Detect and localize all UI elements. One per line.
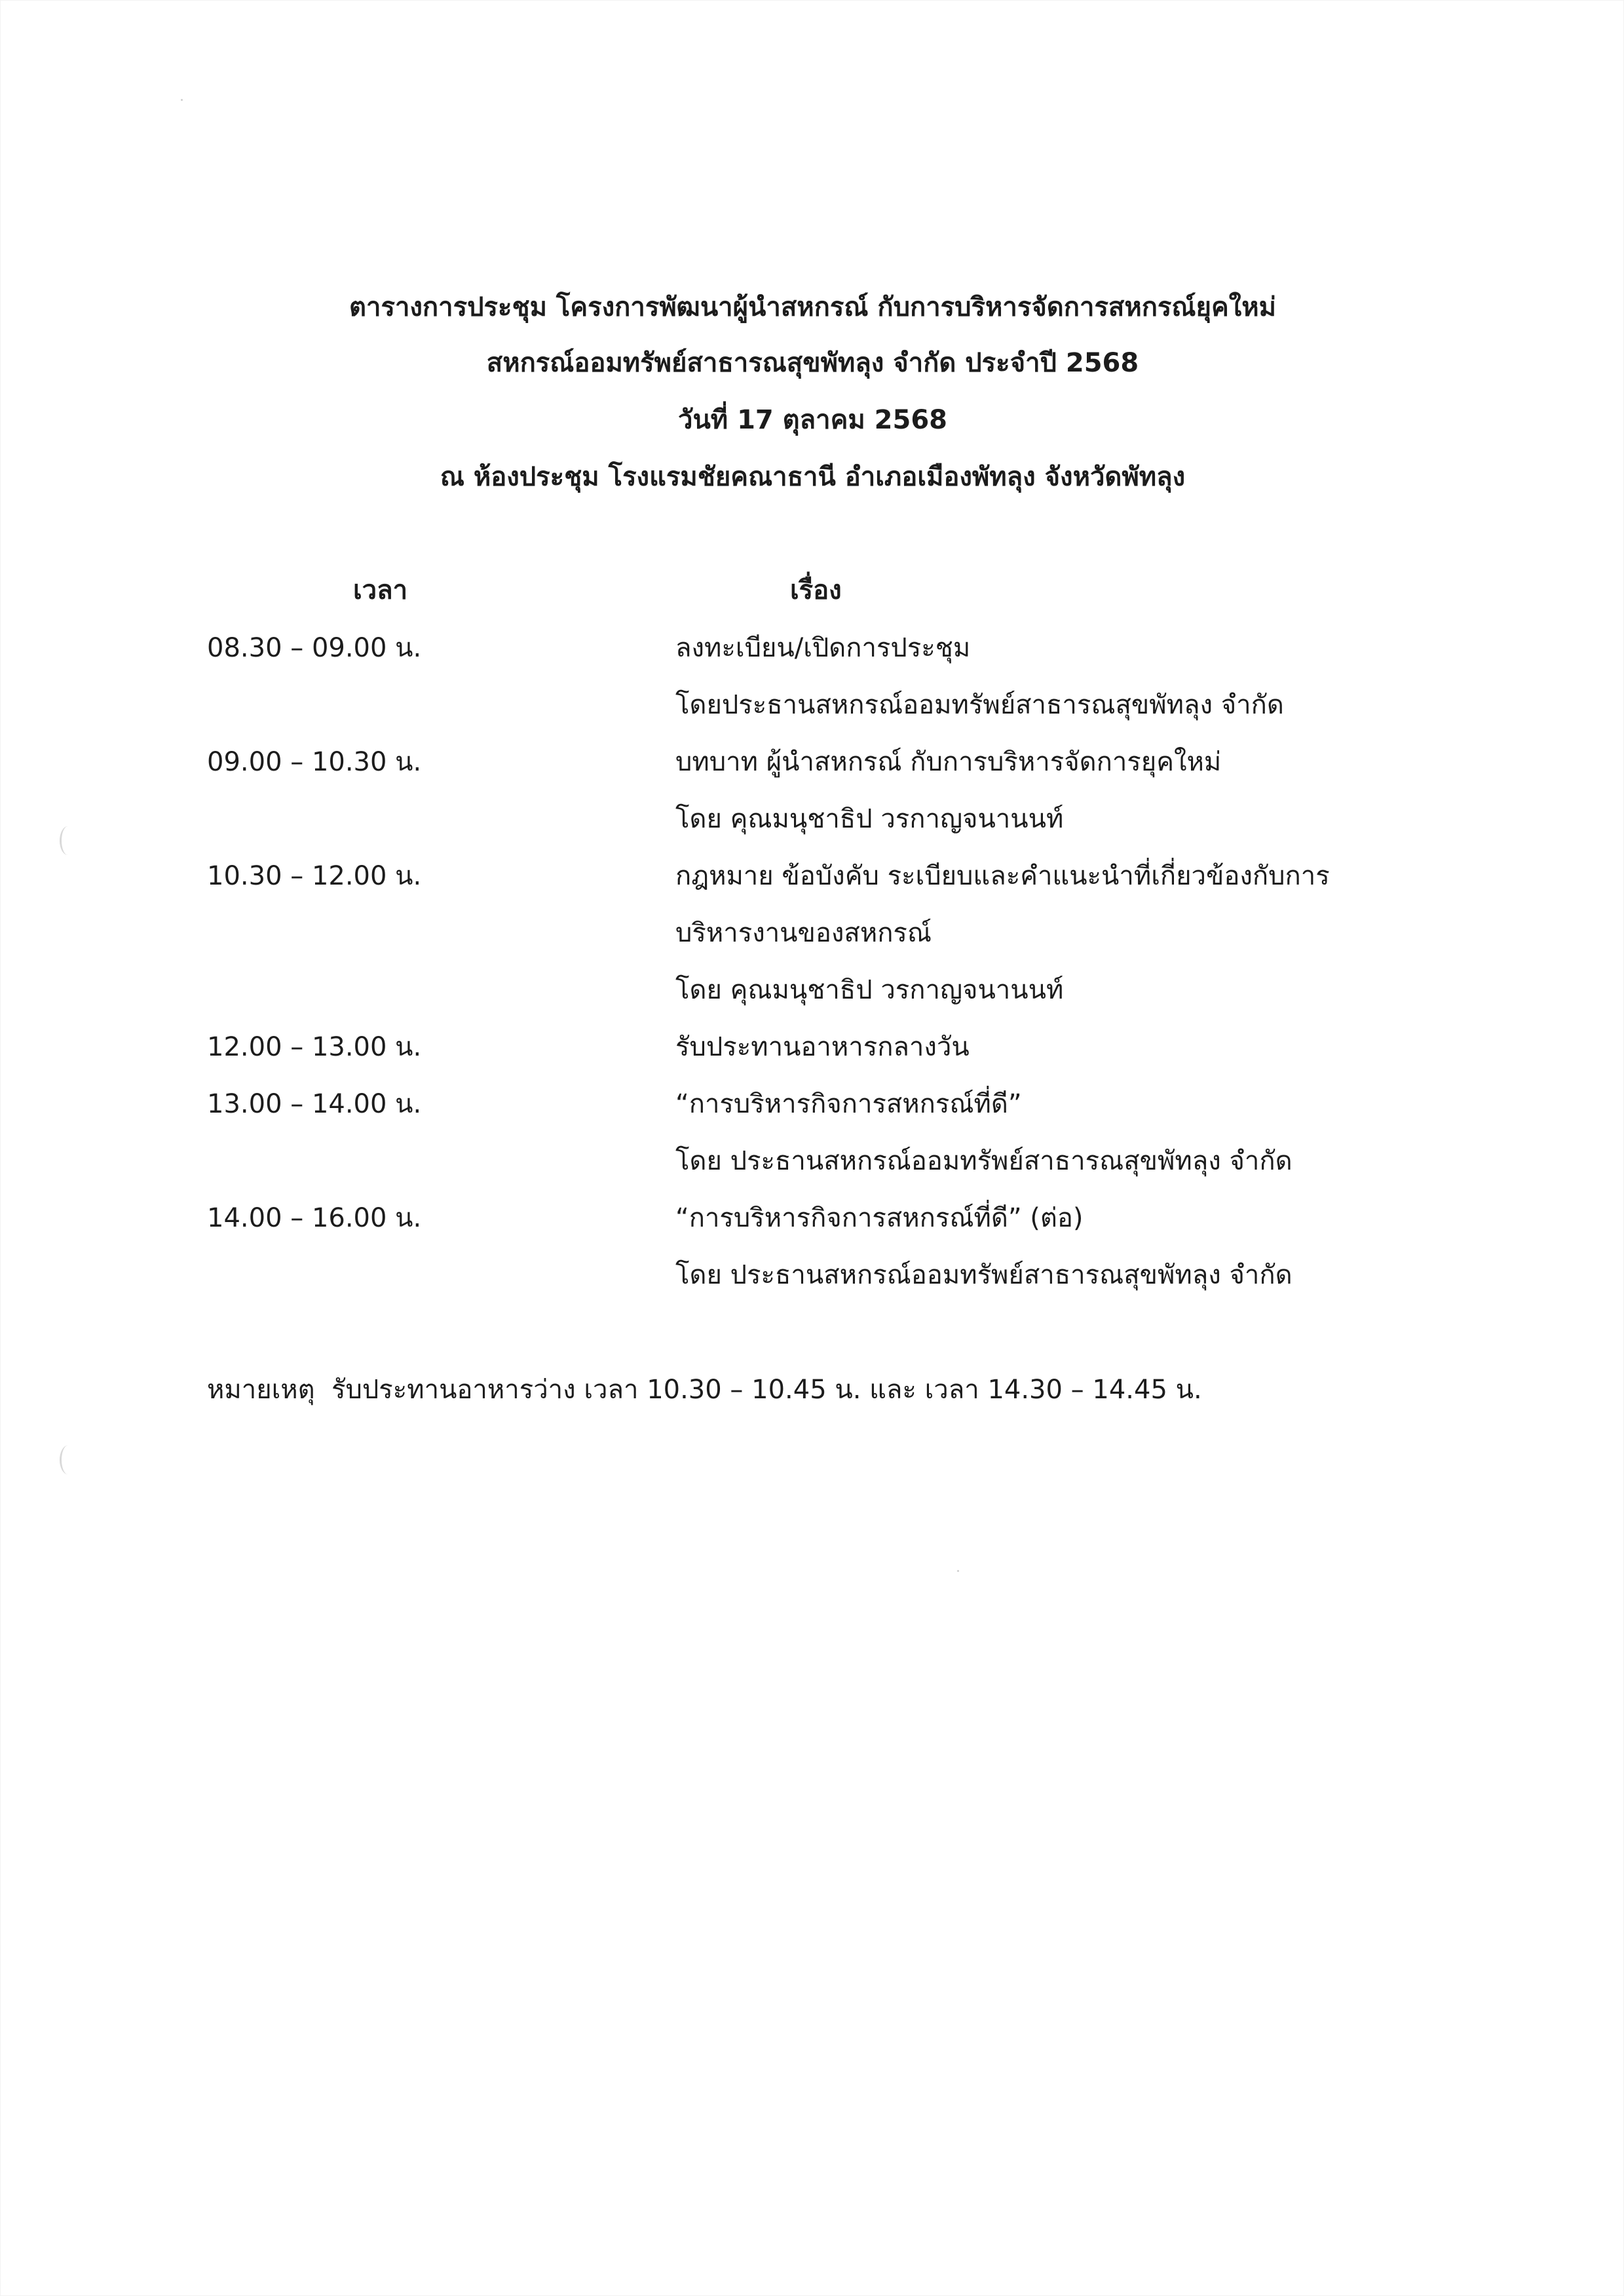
agenda-topic: “การบริหารกิจการสหกรณ์ที่ดี” [675, 1089, 1022, 1119]
note-label: หมายเหตุ [207, 1375, 315, 1405]
agenda-time: 09.00 – 10.30 น. [207, 747, 422, 777]
agenda-topic: กฎหมาย ข้อบังคับ ระเบียบและคำแนะนำที่เกี่ยวข้องกับการ [675, 861, 1330, 891]
venue-line: ณ ห้องประชุม โรงแรมชัยคณาธานี อำเภอเมืองพัทลุง จังหวัดพัทลุง [440, 462, 1186, 492]
scan-mark [60, 826, 76, 855]
agenda-topic: รับประทานอาหารกลางวัน [675, 1032, 970, 1062]
scan-speck [957, 1570, 959, 1572]
agenda-topic-line: บริหารงานของสหกรณ์ [675, 918, 932, 948]
date-line: วันที่ 17 ตุลาคม 2568 [677, 405, 947, 435]
agenda-time: 12.00 – 13.00 น. [207, 1032, 422, 1062]
agenda-time: 08.30 – 09.00 น. [207, 633, 422, 663]
scan-speck [181, 99, 183, 101]
agenda-topic-line: โดย ประธานสหกรณ์ออมทรัพย์สาธารณสุขพัทลุง จำกัด [675, 1260, 1293, 1290]
agenda-time: 13.00 – 14.00 น. [207, 1089, 422, 1119]
agenda-topic-line: โดยประธานสหกรณ์ออมทรัพย์สาธารณสุขพัทลุง จำกัด [675, 690, 1284, 720]
agenda-topic: ลงทะเบียน/เปิดการประชุม [675, 633, 971, 663]
agenda-title: ตารางการประชุม โครงการพัฒนาผู้นำสหกรณ์ กับการบริหารจัดการสหกรณ์ยุคใหม่ [349, 292, 1276, 322]
agenda-topic: บทบาท ผู้นำสหกรณ์ กับการบริหารจัดการยุคใหม่ [675, 747, 1222, 777]
agenda-topic-line: โดย ประธานสหกรณ์ออมทรัพย์สาธารณสุขพัทลุง จำกัด [675, 1146, 1293, 1176]
agenda-topic: “การบริหารกิจการสหกรณ์ที่ดี” (ต่อ) [675, 1203, 1084, 1233]
agenda-time: 14.00 – 16.00 น. [207, 1203, 422, 1233]
organization-line: สหกรณ์ออมทรัพย์สาธารณสุขพัทลุง จำกัด ประจำปี 2568 [486, 348, 1139, 378]
agenda-time: 10.30 – 12.00 น. [207, 861, 422, 891]
scan-mark [60, 1445, 76, 1474]
note-text: รับประทานอาหารว่าง เวลา 10.30 – 10.45 น. และ เวลา 14.30 – 14.45 น. [331, 1375, 1202, 1405]
time-column-header: เวลา [353, 575, 408, 605]
topic-column-header: เรื่อง [790, 575, 842, 605]
agenda-topic-line: โดย คุณมนุชาธิป วรกาญจนานนท์ [675, 975, 1064, 1005]
agenda-topic-line: โดย คุณมนุชาธิป วรกาญจนานนท์ [675, 804, 1064, 834]
